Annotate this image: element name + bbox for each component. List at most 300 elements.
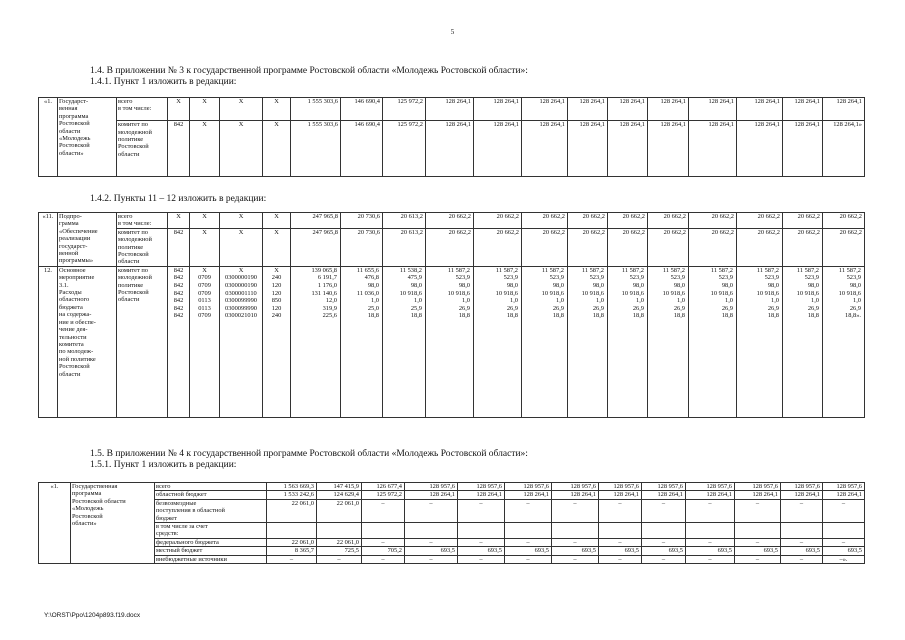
value-cell: 128 264,1 bbox=[686, 491, 735, 499]
cell-line: 240 bbox=[271, 274, 282, 282]
value-cell: – bbox=[458, 499, 505, 522]
cell-line: 10 918,6 bbox=[662, 289, 685, 297]
table-row bbox=[39, 523, 865, 539]
value-cell: 128 264,1 bbox=[608, 121, 648, 177]
cell-line: 10 918,6 bbox=[838, 289, 861, 297]
code-cell-grbs: X bbox=[168, 98, 190, 121]
value-cell: 128 264,1 bbox=[823, 491, 865, 499]
value-cell: 128 264,1 bbox=[689, 121, 737, 177]
cell-line: 11 587,2 bbox=[756, 266, 779, 274]
value-cell: 128 957,6 bbox=[735, 483, 781, 491]
value-cell: 693,5 bbox=[735, 547, 781, 555]
value-cell: 247 965,8 bbox=[291, 213, 341, 229]
value-cell: 128 264,1 bbox=[426, 121, 474, 177]
value-cell: 128 957,6 bbox=[505, 483, 552, 491]
value-cell: – bbox=[735, 538, 781, 546]
funding-source: в том числе за счет средств: bbox=[155, 523, 267, 539]
cell-line: 98,0 bbox=[849, 282, 861, 290]
value-cell bbox=[823, 523, 865, 539]
section-1-4-1-heading: 1.4.1. Пункт 1 изложить в редакции: bbox=[90, 77, 237, 87]
cell-line: 25,9 bbox=[410, 304, 422, 312]
value-cell: 20 662,2 bbox=[608, 213, 648, 229]
value-cell: 1 555 303,6 bbox=[291, 98, 341, 121]
cell-line: 523,9 bbox=[503, 274, 518, 282]
value-cell: 128 264,1 bbox=[552, 491, 599, 499]
cell-line: 0300099990 bbox=[225, 304, 257, 312]
cell-line: 18,8 bbox=[673, 312, 685, 320]
value-cell: – bbox=[552, 538, 599, 546]
funding-source: безвозмездные поступления в областной бюджет bbox=[155, 499, 267, 522]
value-cell: – bbox=[505, 555, 552, 563]
cell-line: 26,9 bbox=[767, 304, 779, 312]
cell-line: 1,0 bbox=[853, 297, 861, 305]
value-cell: 20 662,2 bbox=[522, 228, 568, 266]
code-cell-vr: X bbox=[263, 121, 291, 177]
value-cell: – bbox=[405, 538, 458, 546]
value-cell: – bbox=[505, 499, 552, 522]
value-cell: 20 662,2 bbox=[608, 228, 648, 266]
value-cell: 22 061,0 bbox=[317, 538, 362, 546]
value-cell: 693,5 bbox=[781, 547, 823, 555]
cell-line: 98,0 bbox=[673, 282, 685, 290]
code-cell-csr: X bbox=[220, 98, 263, 121]
value-cell: 128 264,1 bbox=[522, 121, 568, 177]
value-cell: – bbox=[642, 555, 686, 563]
table-row bbox=[39, 228, 865, 266]
cell-line: 98,0 bbox=[552, 282, 564, 290]
value-cell: – bbox=[823, 538, 865, 546]
value-cell: 20 662,2 bbox=[737, 213, 783, 229]
value-cell: 20 662,2 bbox=[737, 228, 783, 266]
value-cell: – bbox=[458, 538, 505, 546]
value-cell: 128 957,6 bbox=[686, 483, 735, 491]
value-cell: 1 533 242,6 bbox=[267, 491, 317, 499]
responsible-cell: комитет по молодежной политике Ростовской области bbox=[117, 266, 168, 417]
value-cell: – bbox=[362, 538, 405, 546]
cell-line: 1,0 bbox=[556, 297, 564, 305]
value-cell bbox=[317, 523, 362, 539]
value-cell bbox=[568, 266, 608, 417]
value-cell: 125 972,2 bbox=[383, 98, 426, 121]
cell-line: 98,0 bbox=[458, 282, 470, 290]
cell-line: 120 bbox=[271, 304, 282, 312]
value-cell: – bbox=[642, 538, 686, 546]
value-cell bbox=[291, 266, 341, 417]
code-cell-csr bbox=[220, 266, 263, 417]
value-cell: 128 957,6 bbox=[642, 483, 686, 491]
code-cell-grbs: 842 bbox=[168, 121, 190, 177]
code-cell-csr: X bbox=[220, 213, 263, 229]
value-cell: – bbox=[362, 499, 405, 522]
value-cell: 725,5 bbox=[317, 547, 362, 555]
value-cell: 128 264,1 bbox=[823, 98, 865, 121]
value-cell: – bbox=[599, 555, 642, 563]
cell-line: 18,8». bbox=[845, 312, 861, 320]
cell-line: 120 bbox=[271, 289, 282, 297]
cell-line: 0300000190 bbox=[225, 274, 257, 282]
value-cell: 128 957,6 bbox=[405, 483, 458, 491]
funding-source: всего bbox=[155, 483, 267, 491]
value-cell: 128 264,1 bbox=[689, 98, 737, 121]
cell-line: 842 bbox=[173, 274, 184, 282]
value-cell: – bbox=[552, 499, 599, 522]
value-cell: 128 264,1 bbox=[642, 491, 686, 499]
value-cell: 693,5 bbox=[552, 547, 599, 555]
cell-line: 26,9 bbox=[506, 304, 518, 312]
cell-line: 0113 bbox=[198, 304, 211, 312]
cell-line: 523,9 bbox=[589, 274, 604, 282]
value-cell bbox=[383, 266, 426, 417]
cell-line: 98,0 bbox=[721, 282, 733, 290]
value-cell: 128 264,1 bbox=[735, 491, 781, 499]
value-cell bbox=[341, 266, 383, 417]
cell-line: 842 bbox=[173, 297, 184, 305]
value-cell: 128 957,6 bbox=[458, 483, 505, 491]
table-row bbox=[39, 538, 865, 546]
cell-line: 18,8 bbox=[721, 312, 733, 320]
value-cell: 20 662,2 bbox=[568, 213, 608, 229]
value-cell bbox=[823, 266, 865, 417]
cell-line: 523,9 bbox=[764, 274, 779, 282]
value-cell bbox=[474, 266, 522, 417]
value-cell bbox=[737, 266, 783, 417]
file-path-footer: Y:\ORST\Ppo\1204p893.f19.docx bbox=[44, 612, 141, 619]
cell-line: 11 587,2 bbox=[447, 266, 470, 274]
value-cell: –». bbox=[823, 555, 865, 563]
value-cell: – bbox=[599, 538, 642, 546]
responsible-cell: всего в том числе: bbox=[117, 98, 168, 121]
code-cell-grbs bbox=[168, 266, 190, 417]
row-number: 12. bbox=[39, 266, 58, 417]
code-cell-csr: X bbox=[220, 228, 263, 266]
value-cell: – bbox=[317, 555, 362, 563]
cell-line: 11 655,6 bbox=[356, 266, 379, 274]
cell-line: X bbox=[238, 266, 244, 274]
value-cell: 128 264,1 bbox=[458, 491, 505, 499]
cell-line: 1,0 bbox=[510, 297, 518, 305]
value-cell: 20 662,2 bbox=[522, 213, 568, 229]
value-cell: 20 662,2 bbox=[474, 228, 522, 266]
cell-line: 18,8 bbox=[767, 312, 779, 320]
cell-line: 131 140,6 bbox=[311, 289, 337, 297]
value-cell bbox=[642, 523, 686, 539]
value-cell: 128 957,6 bbox=[599, 483, 642, 491]
value-cell: 146 690,4 bbox=[341, 98, 383, 121]
cell-line: 98,0 bbox=[592, 282, 604, 290]
value-cell bbox=[362, 523, 405, 539]
value-cell: 22 061,0 bbox=[267, 499, 317, 522]
cell-line: 0709 bbox=[198, 312, 211, 320]
value-cell: – bbox=[405, 555, 458, 563]
value-cell bbox=[599, 523, 642, 539]
cell-line: 10 918,6 bbox=[756, 289, 779, 297]
cell-line: 18,8 bbox=[552, 312, 564, 320]
cell-line: 850 bbox=[271, 297, 282, 305]
cell-line: 842 bbox=[173, 289, 184, 297]
table-row bbox=[39, 483, 865, 491]
value-cell: – bbox=[458, 555, 505, 563]
cell-line: 11 538,2 bbox=[399, 266, 422, 274]
value-cell: 128 957,6 bbox=[823, 483, 865, 491]
value-cell: 128 264,1 bbox=[608, 98, 648, 121]
cell-line: 10 918,6 bbox=[495, 289, 518, 297]
value-cell: 125 972,2 bbox=[362, 491, 405, 499]
code-cell-rz: X bbox=[190, 121, 220, 177]
cell-line: 11 587,2 bbox=[662, 266, 685, 274]
value-cell: – bbox=[781, 555, 823, 563]
value-cell: 147 415,9 bbox=[317, 483, 362, 491]
value-cell: 8 365,7 bbox=[267, 547, 317, 555]
value-cell: 128 264,1 bbox=[781, 491, 823, 499]
value-cell: – bbox=[686, 555, 735, 563]
value-cell: 128 264,1 bbox=[426, 98, 474, 121]
cell-line: 11 587,2 bbox=[621, 266, 644, 274]
value-cell: – bbox=[686, 538, 735, 546]
value-cell: 20 662,2 bbox=[823, 213, 865, 229]
value-cell: 693,5 bbox=[458, 547, 505, 555]
cell-line: 476,8 bbox=[364, 274, 379, 282]
table-row bbox=[39, 499, 865, 522]
cell-line: 0300099990 bbox=[225, 297, 257, 305]
responsible-cell: комитет по молодежной политике Ростовской области bbox=[117, 228, 168, 266]
table-row bbox=[39, 98, 865, 121]
value-cell: 705,2 bbox=[362, 547, 405, 555]
value-cell: 128 264,1 bbox=[783, 98, 823, 121]
cell-line: 842 bbox=[173, 304, 184, 312]
cell-line: 12,0 bbox=[325, 297, 337, 305]
cell-line: 26,9 bbox=[807, 304, 819, 312]
cell-line: 11 587,2 bbox=[838, 266, 861, 274]
value-cell: – bbox=[735, 555, 781, 563]
section-1-5-heading: 1.5. В приложении № 4 к государственной программе Ростовской области «Молодежь Ростовской области»: bbox=[90, 449, 528, 459]
table-row bbox=[39, 121, 865, 177]
cell-line: 1,0 bbox=[636, 297, 644, 305]
value-cell: 128 264,1 bbox=[568, 98, 608, 121]
value-cell bbox=[267, 523, 317, 539]
value-cell: 693,5 bbox=[405, 547, 458, 555]
value-cell: 128 264,1 bbox=[648, 121, 689, 177]
cell-line: 11 587,2 bbox=[541, 266, 564, 274]
cell-line: 1,0 bbox=[462, 297, 470, 305]
code-cell-rz: X bbox=[190, 213, 220, 229]
cell-line: 18,8 bbox=[458, 312, 470, 320]
table-row bbox=[39, 555, 865, 563]
cell-line: 18,8 bbox=[632, 312, 644, 320]
cell-line: 11 587,2 bbox=[710, 266, 733, 274]
cell-line: 11 587,2 bbox=[581, 266, 604, 274]
value-cell: 146 690,4 bbox=[341, 121, 383, 177]
value-cell bbox=[522, 266, 568, 417]
measure-name: Основное мероприятие 3.1. Расходы областного бюджета на содержа- ние и обеспе- чение дея- тельности комитета по молодеж- ной политике Ростовской области bbox=[58, 266, 117, 417]
cell-line: 523,9 bbox=[718, 274, 733, 282]
value-cell: 20 730,6 bbox=[341, 213, 383, 229]
value-cell: – bbox=[405, 499, 458, 522]
cell-line: 10 918,6 bbox=[796, 289, 819, 297]
value-cell bbox=[505, 523, 552, 539]
table-subprogram-11-12 bbox=[38, 212, 865, 418]
value-cell: 22 061,0 bbox=[267, 538, 317, 546]
cell-line: X bbox=[202, 266, 207, 274]
value-cell: 124 629,4 bbox=[317, 491, 362, 499]
cell-line: 18,8 bbox=[807, 312, 819, 320]
cell-line: 1,0 bbox=[371, 297, 379, 305]
value-cell bbox=[783, 266, 823, 417]
cell-line: 26,9 bbox=[632, 304, 644, 312]
responsible-cell: всего в том числе: bbox=[117, 213, 168, 229]
program-name: Государственная программа Ростовской области «Молодежь Ростовской области» bbox=[71, 483, 155, 564]
cell-line: 6 191,7 bbox=[317, 274, 337, 282]
value-cell: 247 965,8 bbox=[291, 228, 341, 266]
cell-line: 139 065,8 bbox=[311, 266, 337, 274]
value-cell: 20 613,2 bbox=[383, 228, 426, 266]
cell-line: 26,9 bbox=[592, 304, 604, 312]
value-cell: 128 264,1 bbox=[737, 98, 783, 121]
value-cell: – bbox=[599, 499, 642, 522]
value-cell: 20 662,2 bbox=[648, 228, 689, 266]
cell-line: 1 176,0 bbox=[317, 282, 337, 290]
value-cell: – bbox=[735, 499, 781, 522]
value-cell: 125 972,2 bbox=[383, 121, 426, 177]
cell-line: 98,0 bbox=[367, 282, 379, 290]
value-cell: 20 662,2 bbox=[568, 228, 608, 266]
value-cell: 20 730,6 bbox=[341, 228, 383, 266]
value-cell: 1 563 669,3 bbox=[267, 483, 317, 491]
cell-line: 18,8 bbox=[367, 312, 379, 320]
value-cell: – bbox=[642, 499, 686, 522]
cell-line: 26,9 bbox=[673, 304, 685, 312]
value-cell: 128 264,1 bbox=[783, 121, 823, 177]
cell-line: 18,8 bbox=[506, 312, 518, 320]
value-cell: 693,5 bbox=[686, 547, 735, 555]
value-cell: 20 662,2 bbox=[823, 228, 865, 266]
value-cell: 20 662,2 bbox=[689, 228, 737, 266]
cell-line: 842 bbox=[173, 312, 184, 320]
code-cell-grbs: X bbox=[168, 213, 190, 229]
cell-line: 10 918,6 bbox=[541, 289, 564, 297]
value-cell: 20 662,2 bbox=[426, 213, 474, 229]
funding-source: областной бюджет bbox=[155, 491, 267, 499]
value-cell: 128 264,1 bbox=[599, 491, 642, 499]
cell-line: 10 918,6 bbox=[447, 289, 470, 297]
value-cell: 20 662,2 bbox=[648, 213, 689, 229]
section-1-4-heading: 1.4. В приложении № 3 к государственной программе Ростовской области «Молодежь Ростовской области»: bbox=[90, 66, 528, 76]
cell-line: 26,9 bbox=[552, 304, 564, 312]
value-cell: 126 677,4 bbox=[362, 483, 405, 491]
section-1-5-1-heading: 1.5.1. Пункт 1 изложить в редакции: bbox=[90, 460, 237, 470]
cell-line: 98,0 bbox=[410, 282, 422, 290]
value-cell: 693,5 bbox=[599, 547, 642, 555]
value-cell: – bbox=[781, 538, 823, 546]
cell-line: 240 bbox=[271, 312, 282, 320]
table-row bbox=[39, 266, 865, 417]
section-1-4-2-heading: 1.4.2. Пункты 11 – 12 изложить в редакции: bbox=[90, 194, 267, 204]
cell-line: 98,0 bbox=[767, 282, 779, 290]
row-number: «1. bbox=[39, 483, 71, 564]
cell-line: 1,0 bbox=[596, 297, 604, 305]
value-cell: – bbox=[781, 499, 823, 522]
cell-line: X bbox=[274, 266, 279, 274]
funding-source: местный бюджет bbox=[155, 547, 267, 555]
cell-line: 120 bbox=[271, 282, 282, 290]
value-cell: 128 264,1 bbox=[568, 121, 608, 177]
cell-line: 523,9 bbox=[846, 274, 861, 282]
subprogram-name: Подпро- грамма «Обеспечение реализации государст- венной программы» bbox=[58, 213, 117, 267]
value-cell: 693,5 bbox=[823, 547, 865, 555]
cell-line: 26,9 bbox=[849, 304, 861, 312]
value-cell: 20 662,2 bbox=[426, 228, 474, 266]
value-cell: 128 264,1 bbox=[737, 121, 783, 177]
code-cell-rz: X bbox=[190, 98, 220, 121]
cell-line: 0709 bbox=[198, 282, 211, 290]
cell-line: 319,9 bbox=[322, 304, 337, 312]
cell-line: 98,0 bbox=[506, 282, 518, 290]
value-cell: 20 662,2 bbox=[783, 213, 823, 229]
value-cell: – bbox=[267, 555, 317, 563]
cell-line: 1,0 bbox=[677, 297, 685, 305]
code-cell-vr: X bbox=[263, 213, 291, 229]
value-cell: – bbox=[823, 499, 865, 522]
cell-line: 10 918,6 bbox=[581, 289, 604, 297]
cell-line: 523,9 bbox=[804, 274, 819, 282]
cell-line: 0300000190 bbox=[225, 282, 257, 290]
cell-line: 0300001110 bbox=[225, 289, 257, 297]
value-cell bbox=[608, 266, 648, 417]
code-cell-csr: X bbox=[220, 121, 263, 177]
cell-line: 1,0 bbox=[771, 297, 779, 305]
value-cell bbox=[426, 266, 474, 417]
cell-line: 10 918,6 bbox=[621, 289, 644, 297]
table-row bbox=[39, 491, 865, 499]
value-cell bbox=[552, 523, 599, 539]
value-cell: 128 264,1 bbox=[648, 98, 689, 121]
value-cell: – bbox=[552, 555, 599, 563]
code-cell-vr: X bbox=[263, 228, 291, 266]
cell-line: 842 bbox=[173, 266, 184, 274]
value-cell: 693,5 bbox=[642, 547, 686, 555]
value-cell: 22 061,0 bbox=[317, 499, 362, 522]
value-cell bbox=[405, 523, 458, 539]
cell-line: 523,9 bbox=[549, 274, 564, 282]
value-cell: 693,5 bbox=[505, 547, 552, 555]
value-cell: 1 555 303,6 bbox=[291, 121, 341, 177]
value-cell: 20 662,2 bbox=[474, 213, 522, 229]
cell-line: 18,8 bbox=[410, 312, 422, 320]
cell-line: 523,9 bbox=[629, 274, 644, 282]
cell-line: 26,9 bbox=[721, 304, 733, 312]
cell-line: 98,0 bbox=[632, 282, 644, 290]
row-number: «1. bbox=[39, 98, 58, 177]
cell-line: 0709 bbox=[198, 289, 211, 297]
value-cell bbox=[648, 266, 689, 417]
cell-line: 10 918,6 bbox=[399, 289, 422, 297]
cell-line: 0709 bbox=[198, 274, 211, 282]
cell-line: 523,9 bbox=[455, 274, 470, 282]
value-cell: 20 613,2 bbox=[383, 213, 426, 229]
value-cell: – bbox=[362, 555, 405, 563]
table-row bbox=[39, 213, 865, 229]
cell-line: 18,8 bbox=[592, 312, 604, 320]
value-cell bbox=[781, 523, 823, 539]
cell-line: 10 918,6 bbox=[710, 289, 733, 297]
value-cell: 128 264,1 bbox=[522, 98, 568, 121]
value-cell bbox=[686, 523, 735, 539]
value-cell: – bbox=[686, 499, 735, 522]
value-cell: 128 264,1 bbox=[405, 491, 458, 499]
value-cell bbox=[735, 523, 781, 539]
value-cell: 20 662,2 bbox=[689, 213, 737, 229]
program-name: Государст- венная программа Ростовской области «Молодежь Ростовской области» bbox=[58, 98, 117, 177]
cell-line: 1,0 bbox=[414, 297, 422, 305]
